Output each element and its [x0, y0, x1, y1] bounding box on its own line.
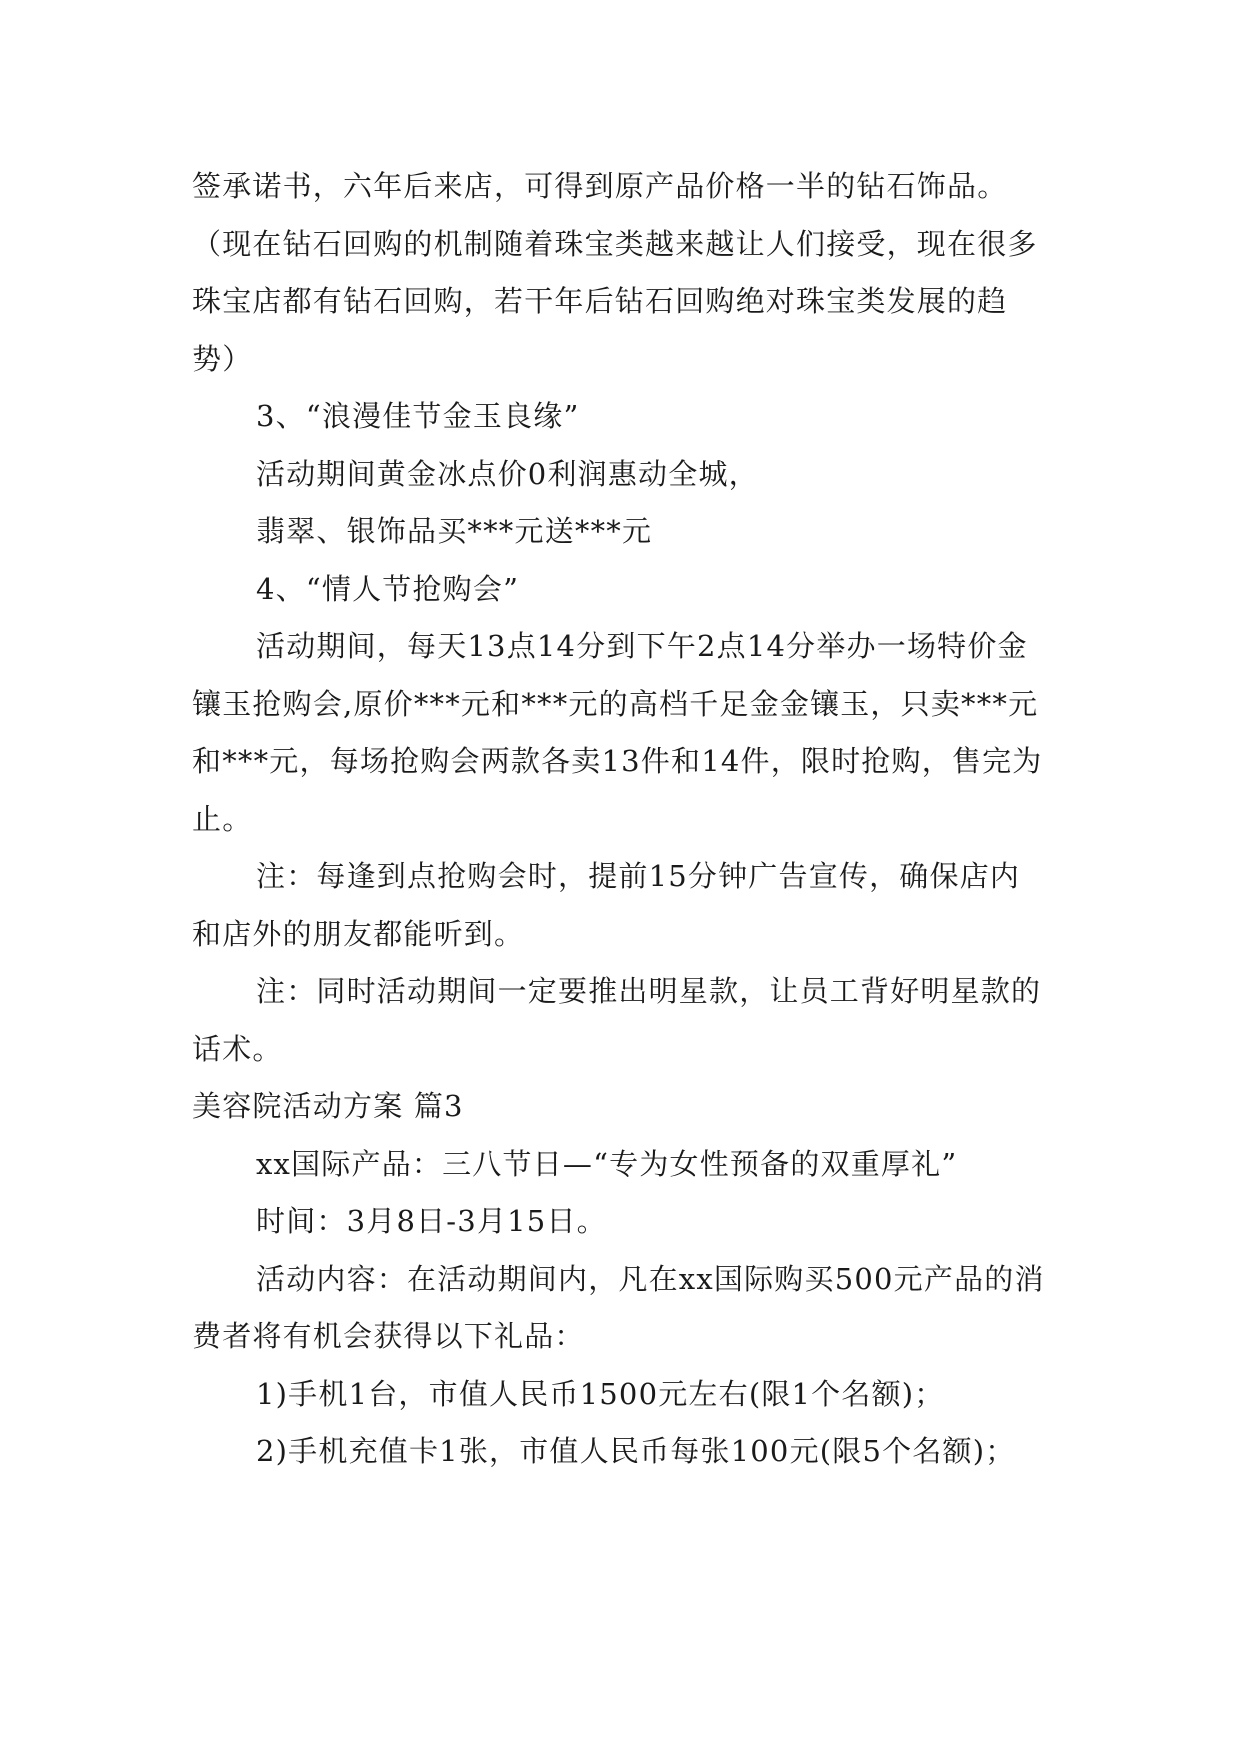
list-item-gift-1: 1)手机1台，市值人民币1500元左右(限1个名额)； [256, 1376, 945, 1411]
paragraph-flash-sale: 活动期间，每天13点14分到下午2点14分举办一场特价金镶玉抢购会,原价***元和***元的高档千足金金镶玉，只卖***元和***元，每场抢购会两款各卖13件和14件，限时抢购，售完为止。 [192, 629, 1043, 836]
list-item-gift-2: 2)手机充值卡1张，市值人民币每张100元(限5个名额)； [256, 1434, 1016, 1468]
paragraph-gold-price: 活动期间黄金冰点价0利润惠动全城， [256, 456, 759, 491]
paragraph-promise: 签承诺书，六年后来店，可得到原产品价格一半的钻石饰品。（现在钻石回购的机制随着珠宝类越来越让人们接受，现在很多珠宝店都有钻石回购，若干年后钻石回购绝对珠宝类发展的趋势） [192, 169, 1038, 376]
paragraph-activity-content: 活动内容：在活动期间内，凡在xx国际购买500元产品的消费者将有机会获得以下礼品： [192, 1261, 1045, 1353]
item-4-title: 4、“情人节抢购会” [256, 571, 520, 606]
paragraph-jade-silver: 翡翠、银饰品买***元送***元 [256, 514, 653, 548]
item-3-title: 3、“浪漫佳节金玉良缘” [256, 399, 580, 433]
note-star-product: 注：同时活动期间一定要推出明星款，让员工背好明星款的话术。 [192, 974, 1042, 1066]
section-heading: 美容院活动方案 篇3 [192, 1089, 464, 1123]
paragraph-product-title: xx国际产品：三八节日—“专为女性预备的双重厚礼” [256, 1146, 958, 1181]
paragraph-time: 时间：3月8日-3月15日。 [256, 1204, 607, 1238]
document-body [192, 158, 1050, 1481]
note-broadcast: 注：每逢到点抢购会时，提前15分钟广告宣传，确保店内和店外的朋友都能听到。 [192, 859, 1021, 951]
